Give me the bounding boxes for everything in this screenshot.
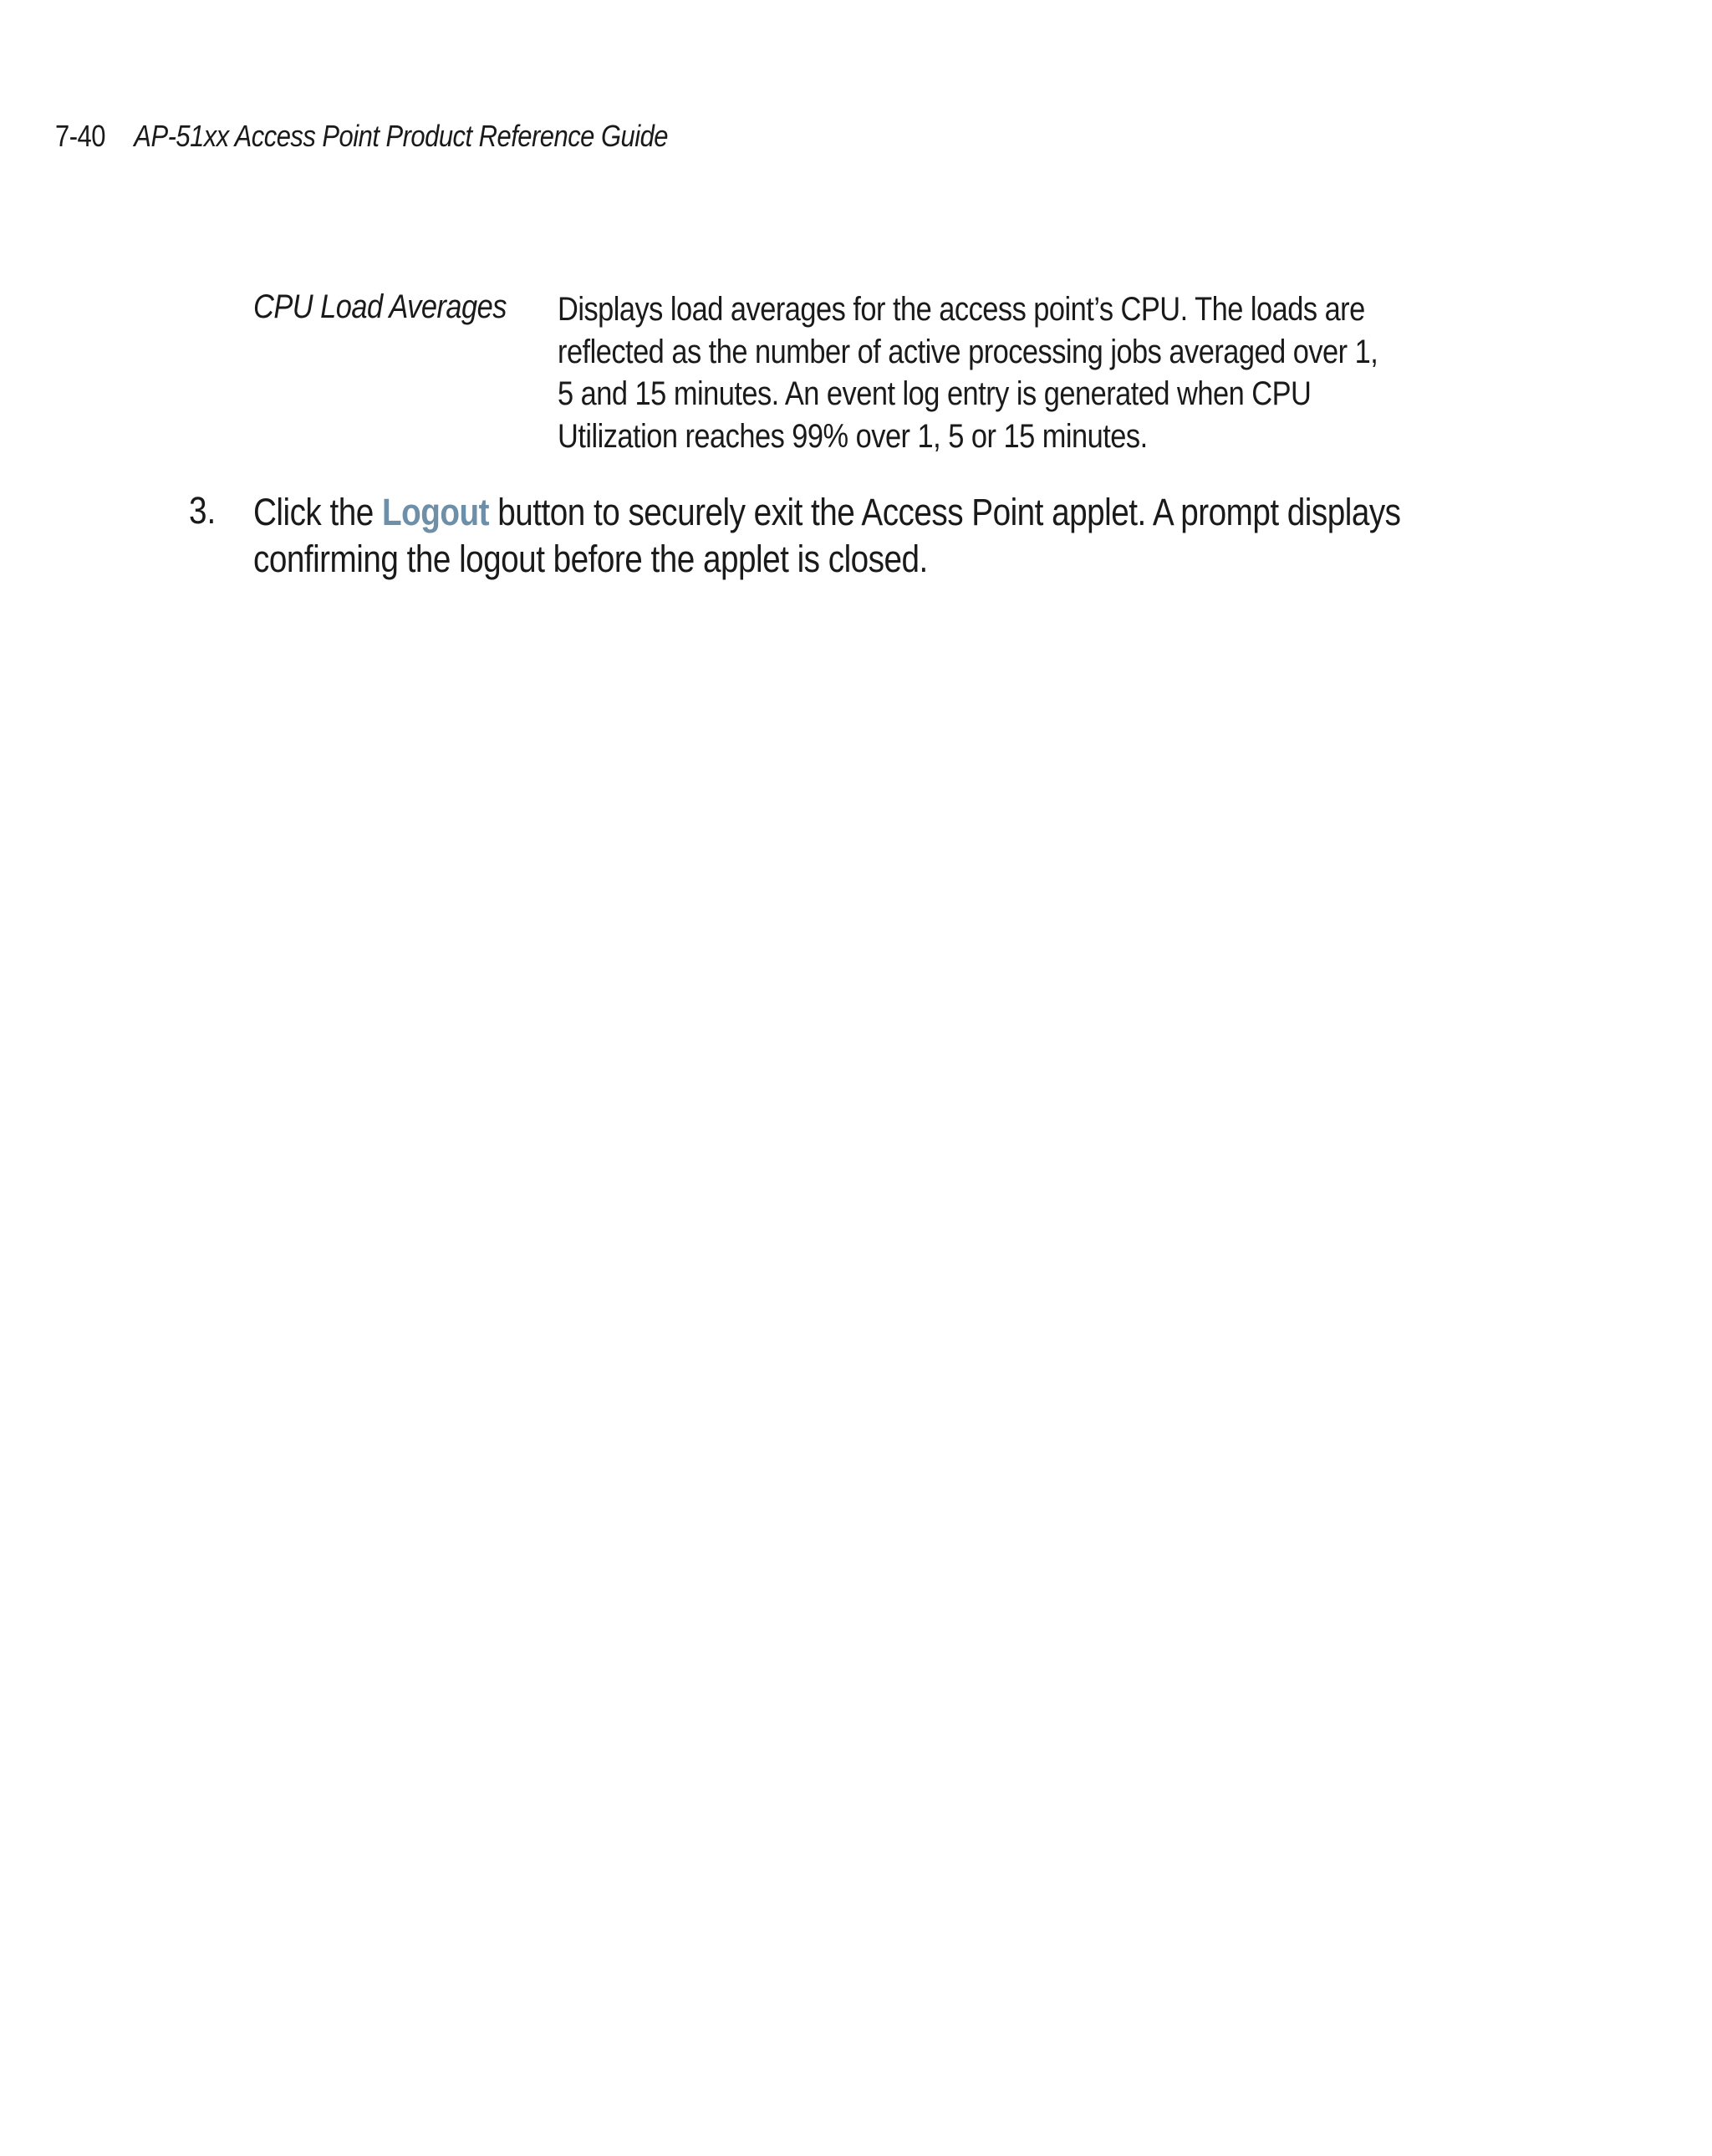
definition-line: Displays load averages for the access point’s CPU. The loads are bbox=[558, 291, 1365, 328]
definition-term: CPU Load Averages bbox=[253, 288, 507, 325]
step-line1-suffix: button to securely exit the Access Point applet. A prompt displays bbox=[488, 491, 1401, 533]
step-number: 3. bbox=[189, 489, 217, 532]
definition-text bbox=[558, 288, 1378, 457]
logout-link[interactable]: Logout bbox=[381, 491, 489, 533]
page-header bbox=[55, 119, 668, 154]
step-text bbox=[253, 489, 1475, 583]
definition-line: Utilization reaches 99% over 1, 5 or 15 minutes. bbox=[558, 417, 1148, 455]
step-prefix: Click the bbox=[253, 491, 382, 533]
step-line: confirming the logout before the applet is closed. bbox=[253, 538, 928, 580]
page-number: 7-40 bbox=[55, 119, 105, 153]
definition-line: 5 and 15 minutes. An event log entry is generated when CPU bbox=[558, 375, 1312, 412]
definition-line: reflected as the number of active processing jobs averaged over 1, bbox=[558, 333, 1378, 370]
guide-title: AP-51xx Access Point Product Reference Guide bbox=[134, 119, 668, 153]
step-line bbox=[253, 489, 1475, 536]
